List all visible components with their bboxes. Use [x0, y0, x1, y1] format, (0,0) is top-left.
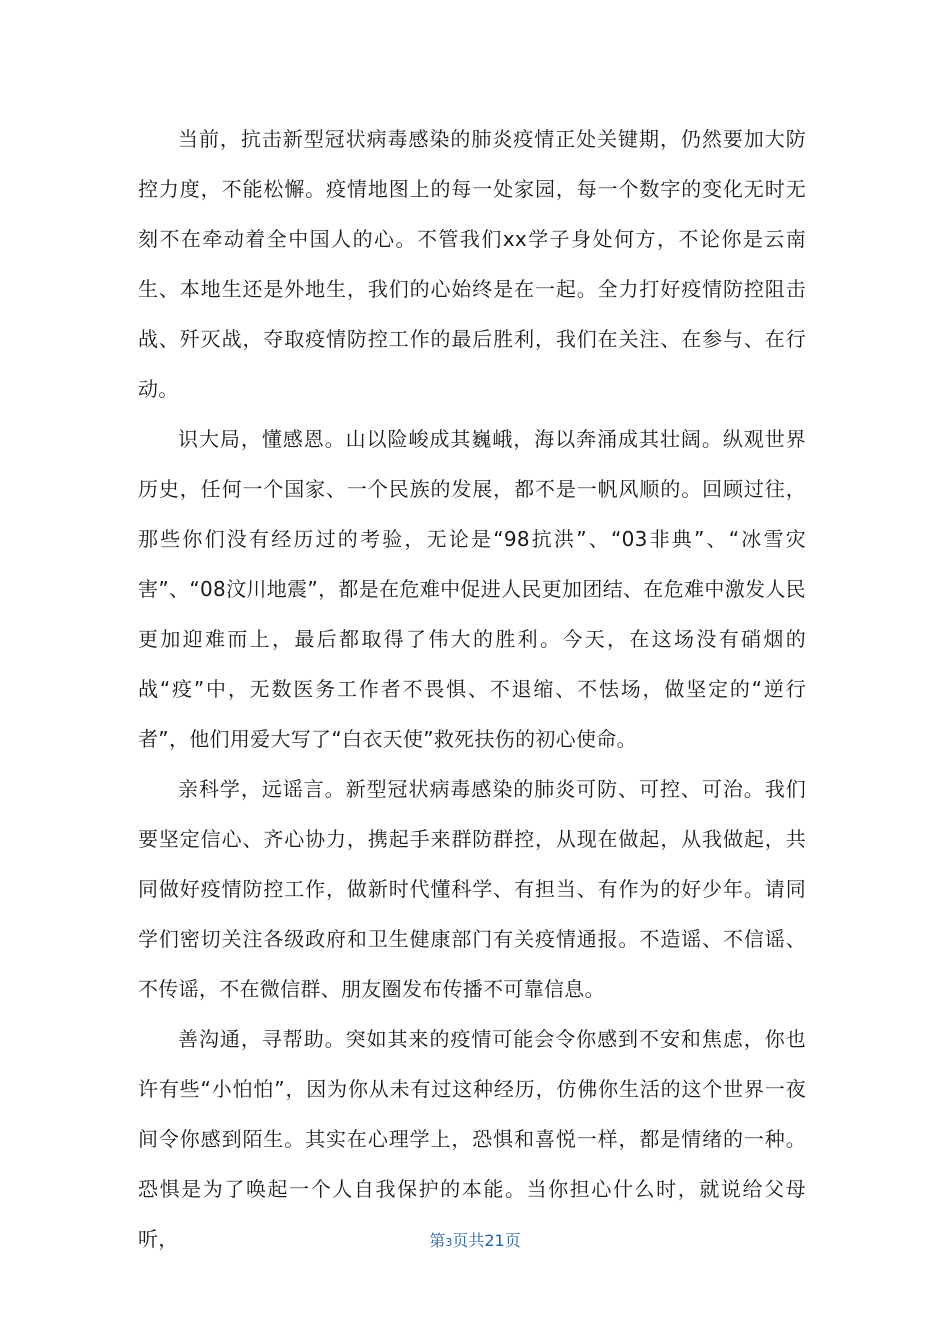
footer-middle: 页共: [452, 1231, 485, 1250]
footer-total-pages: 21: [484, 1231, 505, 1250]
page-footer: [0, 1228, 950, 1251]
body-text: [138, 114, 806, 1264]
paragraph-3: 亲科学，远谣言。新型冠状病毒感染的肺炎可防、可控、可治。我们要坚定信心、齐心协力，携起手来群防群控，从现在做起，从我做起，共同做好疫情防控工作，做新时代懂科学、有担当、有作为的好少年。请同学们密切关注各级政府和卫生健康部门有关疫情通报。不造谣、不信谣、不传谣，不在微信群、朋友圈发布传播不可靠信息。: [138, 777, 806, 1001]
footer-prefix: 第: [429, 1231, 446, 1250]
paragraph-4: 善沟通，寻帮助。突如其来的疫情可能会令你感到不安和焦虑，你也许有些“小怕怕”，因为你从未有过这种经历，仿佛你生活的这个世界一夜间令你感到陌生。其实在心理学上，恐惧和喜悦一样，都是情绪的一种。恐惧是为了唤起一个人自我保护的本能。当你担心什么时，就说给父母听，: [138, 1027, 806, 1251]
footer-suffix: 页: [504, 1231, 521, 1250]
footer-page-number: 3: [445, 1236, 453, 1249]
paragraph-2: 识大局，懂感恩。山以险峻成其巍峨，海以奔涌成其壮阔。纵观世界历史，任何一个国家、一个民族的发展，都不是一帆风顺的。回顾过往，那些你们没有经历过的考验，无论是“98抗洪”、“03非典”、“冰雪灾害”、“08汶川地震”，都是在危难中促进人民更加团结、在危难中激发人民更加迎难而上，最后都取得了伟大的胜利。今天，在这场没有硝烟的战“疫”中，无数医务工作者不畏惧、不退缩、不怯场，做坚定的“逆行者”，他们用爱大写了“白衣天使”救死扶伤的初心使命。: [138, 427, 806, 751]
paragraph-1: 当前，抗击新型冠状病毒感染的肺炎疫情正处关键期，仍然要加大防控力度，不能松懈。疫情地图上的每一处家园，每一个数字的变化无时无刻不在牵动着全中国人的心。不管我们xx学子身处何方，不论你是云南生、本地生还是外地生，我们的心始终是在一起。全力打好疫情防控阻击战、歼灭战，夺取疫情防控工作的最后胜利，我们在关注、在参与、在行动。: [138, 127, 806, 401]
